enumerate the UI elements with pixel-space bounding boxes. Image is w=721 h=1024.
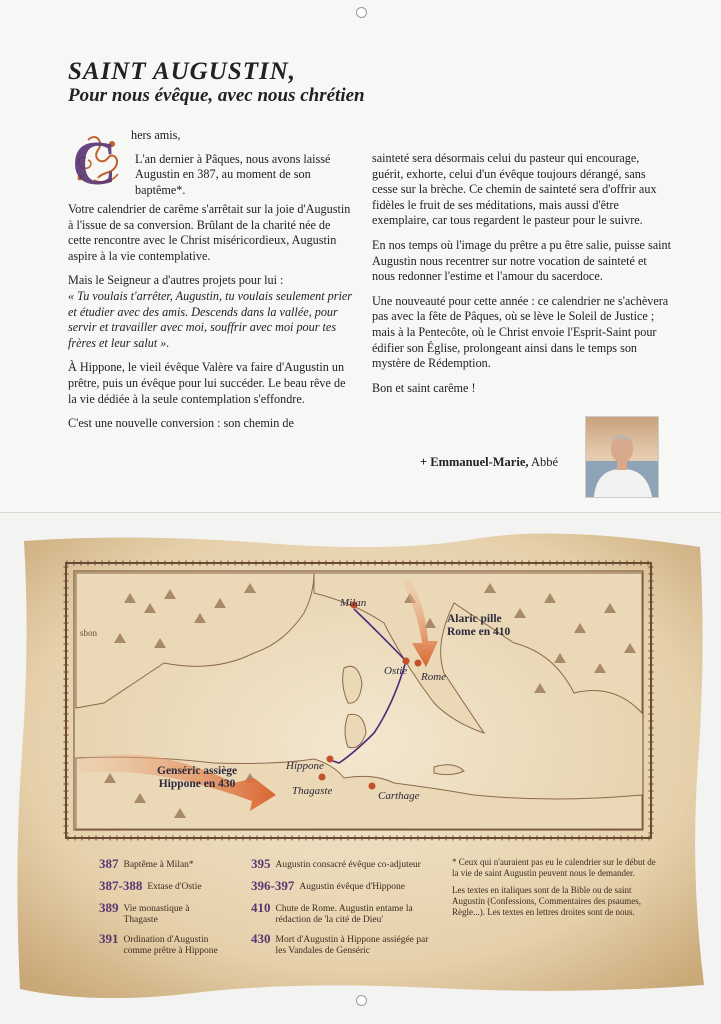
paragraph: Mais le Seigneur a d'autres projets pour lui : bbox=[68, 273, 284, 288]
timeline-year: 396-397 bbox=[251, 878, 295, 893]
page-title: SAINT AUGUSTIN, bbox=[68, 58, 297, 85]
paragraph: sainteté sera désormais celui du pasteur qui encourage, guérit, exhorte, celui d'un évêque toujours dérangé, sans cesse sur la brèche. Ce chemin de sainteté sera d'offrir aux fidèles le fruit de ses méditations, mais aussi d'être exemplaire, car tous regardent le pasteur pour le suivre. bbox=[372, 151, 657, 228]
footnote: * Ceux qui n'auraient pas eu le calendrier sur le début de la vie de saint Augustin peuvent nous le demander. bbox=[452, 857, 656, 878]
place-label-lisbon: sbon bbox=[80, 628, 98, 638]
timeline-text: Ordination d'Augustin comme prêtre à Hippone bbox=[123, 935, 218, 956]
timeline-item bbox=[251, 880, 451, 893]
timeline-item bbox=[99, 880, 249, 893]
signature-name: Emmanuel-Marie, bbox=[430, 455, 529, 469]
letter-left-column bbox=[68, 202, 354, 441]
timeline-text: Vie monastique à Thagaste bbox=[123, 904, 190, 925]
genseric-line-1: Genséric assiège bbox=[157, 765, 238, 777]
page-subtitle: Pour nous évêque, avec nous chrétien bbox=[68, 85, 365, 106]
timeline-item bbox=[251, 858, 451, 871]
paragraph: Une nouveauté pour cette année : ce calendrier ne s'achèvera pas avec la fête de Pâques, où se lève le Soleil de Justice ; mais à la Pentecôte, où le Christ envoie l'Esprit-Saint pour édifier son Église, prolongeant ainsi dans le temps son mystère de Rédemption. bbox=[372, 293, 669, 371]
genseric-annotation bbox=[157, 765, 237, 791]
letter-intro bbox=[131, 128, 350, 202]
decorative-dropcap bbox=[68, 128, 128, 190]
genseric-line-2: Hippone en 430 bbox=[158, 778, 236, 790]
timeline-item bbox=[251, 933, 446, 957]
place-label-carthage: Carthage bbox=[378, 790, 420, 802]
paragraph: Votre calendrier de carême s'arrêtait sur la joie d'Augustin à l'issue de sa conversion. Brûlant de la charité née de cette rencontre avec le Christ miséricordieux, Augustin aspire à la vie contemplative. bbox=[68, 202, 351, 263]
signature-cross: + bbox=[420, 455, 428, 469]
timeline-year: 430 bbox=[251, 931, 271, 946]
quote-paragraph: « Tu voulais t'arrêter, Augustin, tu voulais seulement prier et étudier avec des amis. Descends dans la vallée, pour servir et travailler avec moi, souffrir avec moi pour tes frères et leur salut ». bbox=[68, 288, 353, 350]
timeline-item bbox=[99, 933, 249, 957]
footnotes bbox=[452, 857, 657, 924]
alaric-line-2: Rome en 410 bbox=[447, 626, 511, 638]
timeline-item bbox=[251, 902, 446, 926]
signature bbox=[420, 455, 558, 470]
abbe-portrait-photo bbox=[585, 416, 659, 498]
timeline-text: Augustin consacré évêque co-adjuteur bbox=[275, 860, 421, 870]
greeting: hers amis, bbox=[131, 128, 181, 142]
signature-title: Abbé bbox=[530, 455, 559, 469]
binding-hole-top bbox=[356, 7, 367, 18]
timeline-text: Mort d'Augustin à Hippone assiégée par les Vandales de Genséric bbox=[275, 935, 429, 956]
timeline-item bbox=[99, 858, 249, 871]
alaric-line-1: Alaric pille bbox=[447, 613, 502, 625]
timeline-year: 410 bbox=[251, 900, 271, 915]
letter-right-column bbox=[372, 151, 672, 405]
timeline-text: Extase d'Ostie bbox=[147, 882, 202, 892]
timeline-year: 387-388 bbox=[99, 878, 143, 893]
timeline-year: 395 bbox=[251, 856, 271, 871]
paragraph: En nos temps où l'image du prêtre a pu être salie, puisse saint Augustin nous recentrer sur notre vocation de sainteté et nous redonner l'estime et l'amour du sacerdoce. bbox=[372, 237, 672, 284]
paragraph: Bon et saint carême ! bbox=[372, 380, 476, 395]
timeline-text: Chute de Rome. Augustin entame la rédaction de 'la cité de Dieu' bbox=[275, 904, 413, 925]
alaric-annotation bbox=[447, 613, 510, 639]
timeline-item bbox=[99, 902, 239, 926]
paragraph: À Hippone, le vieil évêque Valère va faire d'Augustin un prêtre, puis un évêque pour lui succéder. Le beau rêve de la vie dédiée à la seule contemplation s'effondre. bbox=[68, 360, 346, 406]
timeline-year: 391 bbox=[99, 931, 119, 946]
footnote: Les textes en italiques sont de la Bible ou de saint Augustin (Confessions, Commentaires des psaumes, Règle...). Les textes en lettres droites sont de nous. bbox=[452, 885, 641, 917]
timeline-text: Baptême à Milan* bbox=[123, 860, 194, 870]
place-label-rome: Rome bbox=[421, 671, 447, 683]
place-label-ostie: Ostie bbox=[384, 665, 408, 677]
place-label-thagaste: Thagaste bbox=[292, 785, 333, 797]
intro-paragraph: L'an dernier à Pâques, nous avons laissé Augustin en 387, au moment de son baptême*. bbox=[135, 151, 331, 197]
timeline-year: 387 bbox=[99, 856, 119, 871]
dropcap-letter: C bbox=[72, 130, 117, 190]
paragraph: C'est une nouvelle conversion : son chemin de bbox=[68, 416, 294, 431]
timeline-year: 389 bbox=[99, 900, 119, 915]
timeline-text: Augustin évêque d'Hippone bbox=[299, 882, 406, 892]
place-label-milan: Milan bbox=[340, 597, 367, 609]
place-label-hippone: Hippone bbox=[286, 760, 324, 772]
